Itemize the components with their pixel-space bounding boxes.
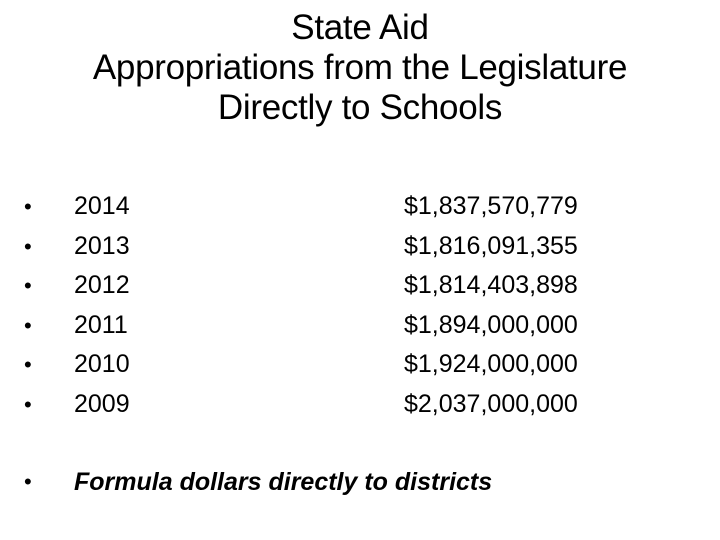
slide-title	[0, 8, 720, 128]
note-text: Formula dollars directly to districts	[74, 468, 493, 496]
year-label: 2012	[74, 271, 130, 299]
bullet-icon: •	[24, 273, 32, 298]
bullet-icon: •	[24, 194, 32, 219]
appropriations-list	[24, 187, 644, 424]
list-item	[24, 266, 644, 306]
list-item	[24, 345, 644, 385]
amount-value: $1,924,000,000	[404, 350, 578, 378]
year-label: 2013	[74, 231, 130, 260]
list-item	[24, 227, 644, 267]
title-line-3: Directly to Schools	[217, 88, 503, 127]
list-item	[24, 385, 644, 425]
amount-value: $1,894,000,000	[404, 310, 578, 339]
year-label: 2011	[74, 310, 128, 339]
bullet-icon: •	[24, 391, 32, 417]
bullet-icon: •	[24, 233, 32, 259]
bullet-icon: •	[24, 312, 32, 338]
list-item	[24, 306, 644, 346]
year-label: 2010	[74, 350, 130, 378]
bullet-icon: •	[24, 352, 32, 377]
amount-value: $2,037,000,000	[404, 389, 578, 418]
year-label: 2014	[74, 192, 130, 220]
title-line-2: Appropriations from the Legislature	[92, 48, 628, 87]
bullet-icon: •	[24, 469, 32, 494]
formula-note	[24, 462, 684, 502]
amount-value: $1,814,403,898	[404, 271, 578, 299]
list-item	[24, 187, 644, 227]
amount-value: $1,816,091,355	[404, 231, 578, 260]
title-line-1: State Aid	[291, 8, 429, 47]
amount-value: $1,837,570,779	[404, 192, 578, 220]
year-label: 2009	[74, 389, 130, 418]
